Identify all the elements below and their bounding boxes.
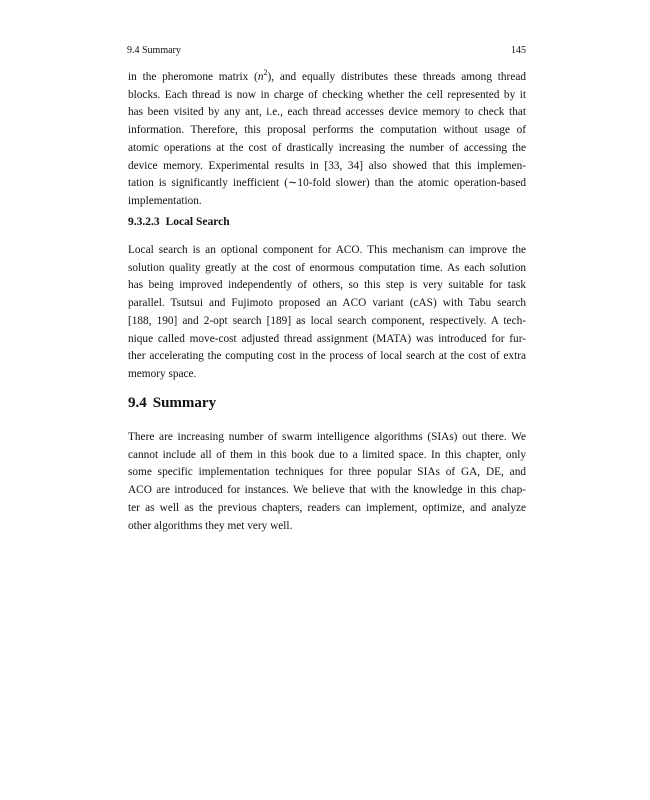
paragraph-line: ther accelerating the computing cost in the process of local search at the cost of extra [128,350,526,363]
paragraph-line: other algorithms they met very well. [128,519,293,532]
paragraph-local-search [128,242,526,384]
paragraph-line: nique called move-cost adjusted thread assignment (MATA) was introduced for fur- [128,332,526,345]
text-span: in the pheromone matrix ( [128,71,258,83]
page-number: 145 [511,45,526,56]
paragraph-line: [188, 190] and 2-opt search [189] as local search component, respectively. A tech- [128,314,526,327]
paragraph-line: There are increasing number of swarm intelligence algorithms (SIAs) out there. We [128,431,526,443]
paragraph-pheromone-matrix [128,69,526,211]
math-superscript: 2 [263,68,268,78]
math-variable: n [257,71,264,83]
paragraph-line: has been visited by any ant, i.e., each thread accesses device memory to check that [128,106,526,119]
paragraph-line: atomic operations at the cost of drastically increasing the number of accessing the [128,141,526,154]
paragraph-line: ter as well as the previous chapters, readers can implement, optimize, and analyze [128,501,526,514]
paragraph-line [128,69,526,87]
header-section-title: 9.4 Summary [127,45,181,56]
paragraph-line: has being improved independently of others, so this step is very suitable for task [128,279,526,292]
paragraph-line: tation is significantly inefficient (∼10-fold slower) than the atomic operation-based [128,177,526,190]
subsection-number: 9.3.2.3 [128,216,160,228]
section-title: Summary [152,395,217,411]
paragraph-line: some specific implementation techniques for three popular SIAs of GA, DE, and [128,466,526,479]
running-header [124,44,526,58]
section-heading [128,393,216,413]
subsection-heading [128,214,230,230]
paragraph-line: solution quality greatly at the cost of enormous computation time. As each solution [128,261,526,274]
paragraph-line: device memory. Experimental results in [33, 34] also showed that this implemen- [128,159,526,172]
paragraph-line: cannot include all of them in this book due to a limited space. In this chapter, only [128,448,526,461]
paragraph-line: implementation. [128,194,202,207]
subsection-title: Local Search [165,216,230,228]
paragraph-line: blocks. Each thread is now in charge of checking whether the cell represented by it [128,88,526,101]
paragraph-line: memory space. [128,367,197,380]
text-span: ), and equally distributes these threads among thread [267,71,526,83]
paragraph-summary [128,429,526,535]
paragraph-line: Local search is an optional component for ACO. This mechanism can improve the [128,244,526,256]
section-number: 9.4 [128,395,147,411]
paragraph-line: ACO are introduced for instances. We believe that with the knowledge in this chap- [128,484,526,497]
paragraph-line: parallel. Tsutsui and Fujimoto proposed an ACO variant (cAS) with Tabu search [128,297,526,310]
paragraph-line: information. Therefore, this proposal performs the computation without usage of [128,124,526,137]
